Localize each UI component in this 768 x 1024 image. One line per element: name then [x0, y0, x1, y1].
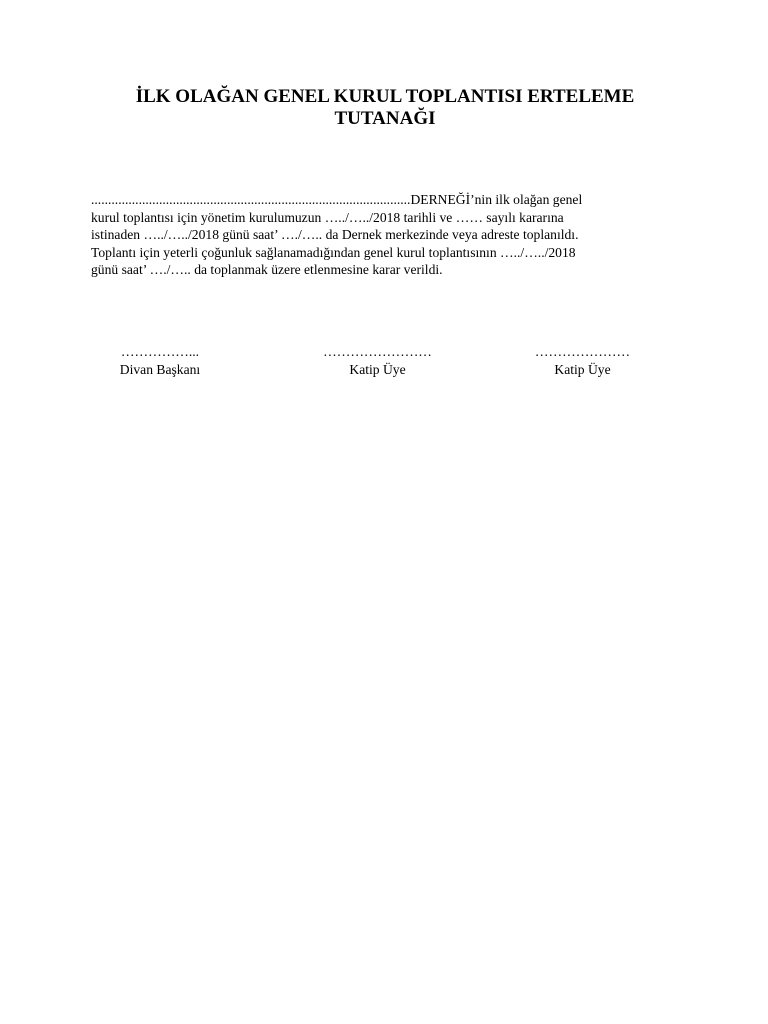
signature-katip-uye-1 — [305, 343, 450, 379]
signature-divan-baskani — [105, 343, 215, 379]
signature-line: ……………... — [120, 344, 200, 359]
signature-label: Divan Başkanı — [119, 362, 201, 377]
title-line-2: TUTANAĞI — [334, 108, 436, 129]
body-line-2: kurul toplantısı için yönetim kurulumuzun …../…../2018 tarihli ve …… sayılı kararına — [91, 209, 564, 225]
signature-line: ………………… — [534, 344, 631, 359]
body-line-1: ..............................................................................................DERNEĞİ’nin ilk olağan genel — [91, 192, 583, 207]
body-line-4: Toplantı için yeterli çoğunluk sağlanamadığından genel kurul toplantısının …../…../2018 — [91, 244, 576, 260]
body-line-5: günü saat’ …./….. da toplanmak üzere etlenmesine karar verildi. — [91, 262, 443, 277]
signature-label: Katip Üye — [349, 362, 406, 377]
signature-label: Katip Üye — [554, 362, 611, 377]
body-line-3: istinaden …../…../2018 günü saat’ …./….. da Dernek merkezinde veya adreste toplanıldı. — [91, 227, 579, 242]
signature-katip-uye-2 — [520, 343, 645, 379]
signature-line: …………………… — [323, 344, 432, 359]
document-title — [90, 86, 680, 130]
body-paragraph — [91, 191, 681, 279]
title-line-1: İLK OLAĞAN GENEL KURUL TOPLANTISI ERTELEME — [135, 86, 635, 107]
